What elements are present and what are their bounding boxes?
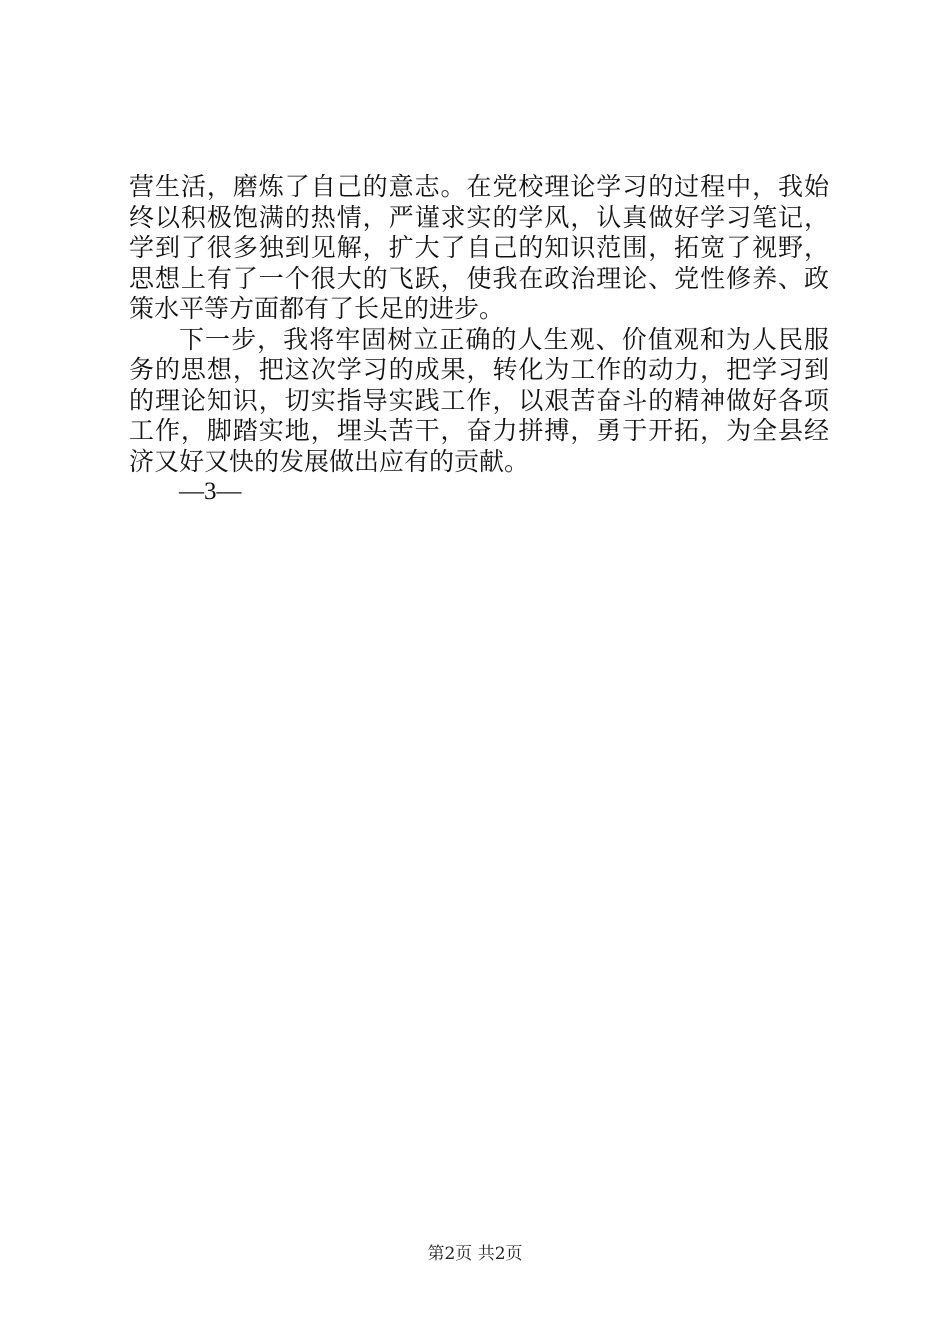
paragraph-1-line-3: 学到了很多独到见解，扩大了自己的知识范围，拓宽了视野， (129, 233, 829, 262)
body-text (129, 172, 829, 508)
page-footer (0, 1243, 950, 1265)
paragraph-1-line-2: 终以积极饱满的热情，严谨求实的学风，认真做好学习笔记， (129, 202, 829, 232)
paragraph-2-line-5: 济又好又快的发展做出应有的贡献。 (129, 446, 530, 476)
page-number-mark: —3— (179, 478, 242, 505)
paragraph-1-line-5: 策水平等方面都有了长足的进步。 (129, 294, 505, 323)
paragraph-2-line-1: 下一步，我将牢固树立正确的人生观、价值观和为人民服 (179, 324, 829, 354)
paragraph-2-line-4: 工作，脚踏实地，埋头苦干，奋力拼搏，勇于开拓，为全县经 (129, 416, 829, 445)
paragraph-2-line-2: 务的思想，把这次学习的成果，转化为工作的动力，把学习到 (129, 355, 829, 384)
paragraph-2-line-3: 的理论知识，切实指导实践工作，以艰苦奋斗的精神做好各项 (129, 385, 829, 415)
paragraph-1-line-4: 思想上有了一个很大的飞跃，使我在政治理论、党性修养、政 (129, 263, 829, 293)
page-indicator: 第2页 共2页 (427, 1244, 523, 1264)
paragraph-1-line-1: 营生活，磨炼了自己的意志。在党校理论学习的过程中，我始 (129, 172, 829, 201)
